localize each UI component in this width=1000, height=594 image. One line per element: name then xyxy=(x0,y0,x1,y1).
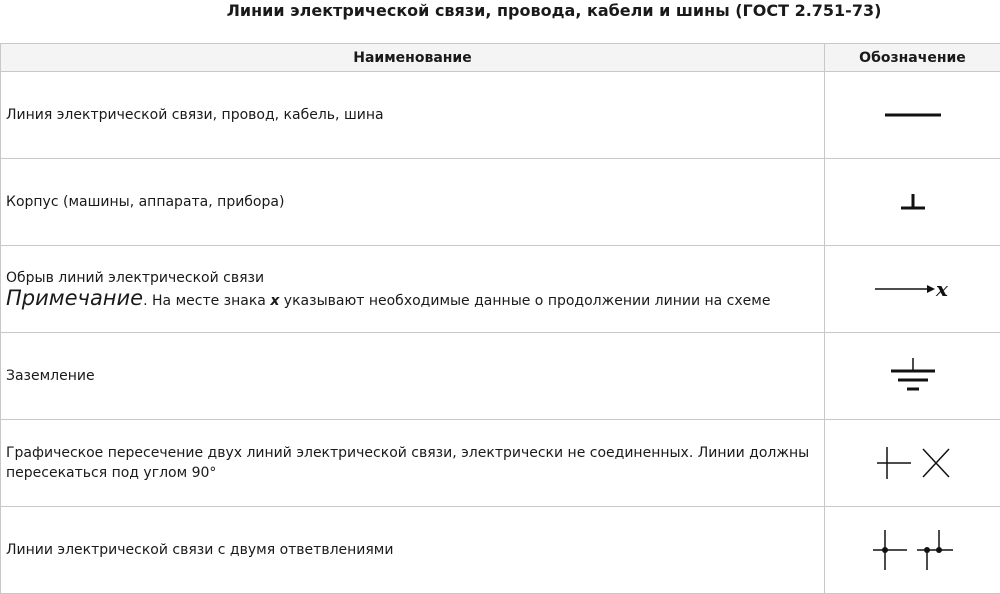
table-row xyxy=(1,420,1000,507)
header-symbol: Обозначение xyxy=(825,44,1000,72)
row-symbol xyxy=(825,333,1000,420)
ground-icon xyxy=(888,356,938,396)
row-symbol xyxy=(825,246,1000,333)
break-symbol-label: x xyxy=(935,277,948,301)
table-header-row xyxy=(1,44,1000,72)
table-row xyxy=(1,246,1000,333)
page-title: Линии электрической связи, провода, кабели и шины (ГОСТ 2.751-73) xyxy=(226,1,882,20)
row-name: Корпус (машины, аппарата, прибора) xyxy=(1,159,825,246)
gost-symbols-table xyxy=(0,43,1000,594)
row-name: Линии электрической связи с двумя ответвлениями xyxy=(1,507,825,594)
row-name xyxy=(1,246,825,333)
row-name-main: Обрыв линий электрической связи xyxy=(6,269,265,286)
housing-symbol-icon xyxy=(898,192,928,212)
note-label: Примечание xyxy=(6,285,144,310)
note-x: x xyxy=(270,292,280,309)
table-row xyxy=(1,507,1000,594)
table-row xyxy=(1,159,1000,246)
branch-junction-icon xyxy=(871,528,955,572)
crossing-lines-icon xyxy=(873,445,953,481)
row-name: Линия электрической связи, провод, кабель, шина xyxy=(1,72,825,159)
row-note xyxy=(6,285,816,311)
row-symbol xyxy=(825,72,1000,159)
header-name: Наименование xyxy=(1,44,825,72)
note-pre: . На месте знака xyxy=(143,292,271,309)
row-symbol xyxy=(825,507,1000,594)
table-row xyxy=(1,333,1000,420)
break-arrow-icon xyxy=(873,277,953,301)
note-post: указывают необходимые данные о продолжении линии на схеме xyxy=(279,292,771,309)
row-name: Заземление xyxy=(1,333,825,420)
row-symbol xyxy=(825,159,1000,246)
table-row xyxy=(1,72,1000,159)
line-symbol-icon xyxy=(883,110,943,120)
row-name: Графическое пересечение двух линий электрической связи, электрически не соединенных. Линии должны пересекаться под углом 90° xyxy=(1,420,825,507)
row-symbol xyxy=(825,420,1000,507)
